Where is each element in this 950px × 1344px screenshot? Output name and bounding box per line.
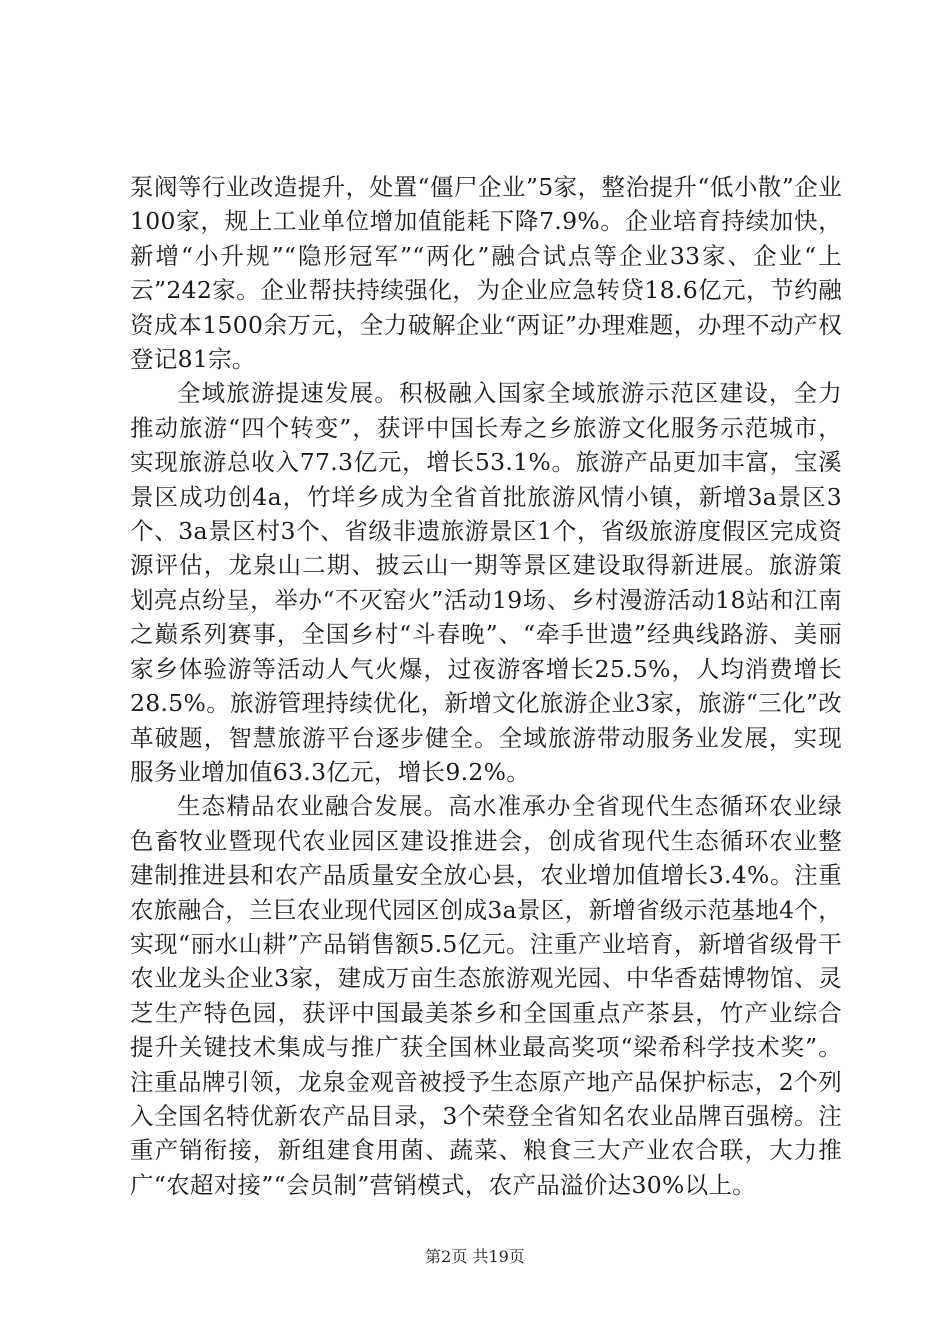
paragraph-tourism: 全域旅游提速发展。积极融入国家全域旅游示范区建设，全力推动旅游“四个转变”，获评中国长寿之乡旅游文化服务示范城市，实现旅游总收入77.3亿元，增长53.1%。旅游产品更加丰富，宝溪景区成功创4a，竹垟乡成为全省首批旅游风情小镇，新增3a景区3个、3a景区村3个、省级非遗旅游景区1个，省级旅游度假区完成资源评估，龙泉山二期、披云山一期等景区建设取得新进展。旅游策划亮点纷呈，举办“不灭窑火”活动19场、乡村漫游活动18站和江南之巅系列赛事，全国乡村“斗春晚”、“牵手世遗”经典线路游、美丽家乡体验游等活动人气火爆，过夜游客增长25.5%，人均消费增长28.5%。旅游管理持续优化，新增文化旅游企业3家，旅游“三化”改革破题，智慧旅游平台逐步健全。全域旅游带动服务业发展，实现服务业增加值63.3亿元，增长9.2%。 xyxy=(130,379,842,786)
document-body xyxy=(130,170,842,1202)
paragraph-agriculture: 生态精品农业融合发展。高水准承办全省现代生态循环农业绿色畜牧业暨现代农业园区建设推进会，创成省现代生态循环农业整建制推进县和农产品质量安全放心县，农业增加值增长3.4%。注重农旅融合，兰巨农业现代园区创成3a景区，新增省级示范基地4个，实现“丽水山耕”产品销售额5.5亿元。注重产业培育，新增省级骨干农业龙头企业3家，建成万亩生态旅游观光园、中华香菇博物馆、灵芝生产特色园，获评中国最美茶乡和全国重点产茶县，竹产业综合提升关键技术集成与推广获全国林业最高奖项“梁希科学技术奖”。注重品牌引领，龙泉金观音被授予生态原产地产品保护标志，2个列入全国名特优新农产品目录，3个荣登全省知名农业品牌百强榜。注重产销衔接，新组建食用菌、蔬菜、粮食三大产业农合联，大力推广“农超对接”“会员制”营销模式，农产品溢价达30%以上。 xyxy=(130,792,842,1199)
paragraph-industry: 泵阀等行业改造提升，处置“僵尸企业”5家，整治提升“低小散”企业100家，规上工业单位增加值能耗下降7.9%。企业培育持续加快，新增“小升规”“隐形冠军”“两化”融合试点等企业33家、企业“上云”242家。企业帮扶持续强化，为企业应急转贷18.6亿元，节约融资成本1500余万元，全力破解企业“两证”办理难题，办理不动产权登记81宗。 xyxy=(130,173,842,374)
page-footer: 第2页 共19页 xyxy=(425,1247,525,1266)
